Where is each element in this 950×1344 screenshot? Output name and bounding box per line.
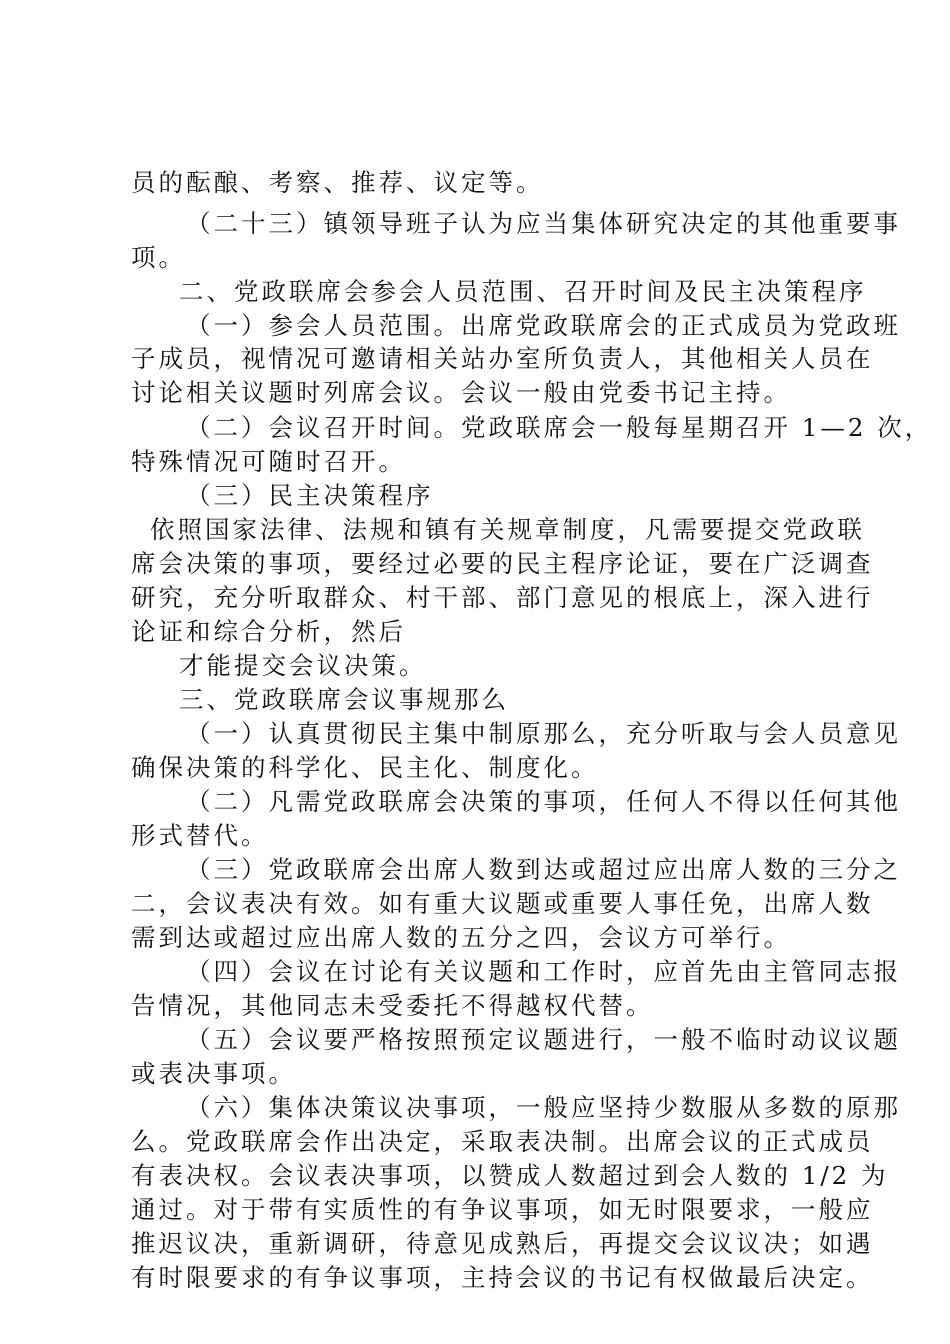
text-line: 特殊情况可随时召开。 — [131, 447, 406, 476]
text-line: 有时限要求的有争议事项，主持会议的书记有权做最后决定。 — [131, 1263, 874, 1292]
text-line: 或表决事项。 — [131, 1059, 296, 1088]
text-line: 论证和综合分析，然后 — [131, 617, 406, 646]
text-line: （一）认真贯彻民主集中制原那么，充分听取与会人员意见 — [186, 719, 901, 748]
text-line: 告情况，其他同志未受委托不得越权代替。 — [131, 991, 654, 1020]
text-line: 有表决权。会议表决事项，以赞成人数超过到会人数的 1/2 为 — [131, 1161, 889, 1190]
text-line: 子成员，视情况可邀请相关站办室所负责人，其他相关人员在 — [131, 344, 874, 373]
text-line: 才能提交会议决策。 — [179, 651, 427, 680]
text-line: （二十三）镇领导班子认为应当集体研究决定的其他重要事 — [186, 209, 901, 238]
text-line: （二）凡需党政联席会决策的事项，任何人不得以任何其他 — [186, 787, 901, 816]
text-line: （一）参会人员范围。出席党政联席会的正式成员为党政班 — [186, 311, 901, 340]
text-line: 讨论相关议题时列席会议。会议一般由党委书记主持。 — [131, 378, 791, 407]
text-line: （六）集体决策议决事项，一般应坚持少数服从多数的原那 — [186, 1093, 901, 1122]
text-line: （四）会议在讨论有关议题和工作时，应首先由主管同志报 — [186, 957, 901, 986]
text-line: （三）民主决策程序 — [186, 481, 434, 510]
text-line: 员的酝酿、考察、推荐、议定等。 — [131, 168, 544, 197]
text-line: （五）会议要严格按照预定议题进行，一般不临时动议议题 — [186, 1025, 901, 1054]
text-line: 依照国家法律、法规和镇有关规章制度，凡需要提交党政联 — [150, 515, 865, 544]
section-heading: 二、党政联席会参会人员范围、召开时间及民主决策程序 — [179, 277, 867, 306]
text-line: 么。党政联席会作出决定，采取表决制。出席会议的正式成员 — [131, 1127, 874, 1156]
text-line: 推迟议决，重新调研，待意见成熟后，再提交会议议决；如遇 — [131, 1229, 874, 1258]
text-line: （二）会议召开时间。党政联席会一般每星期召开 1—2 次， — [186, 413, 933, 442]
text-line: 研究，充分听取群众、村干部、部门意见的根底上，深入进行 — [131, 583, 874, 612]
section-heading: 三、党政联席会议事规那么 — [179, 685, 509, 714]
text-line: （三）党政联席会出席人数到达或超过应出席人数的三分之 — [186, 855, 901, 884]
text-line: 形式替代。 — [131, 821, 269, 850]
text-line: 通过。对于带有实质性的有争议事项，如无时限要求，一般应 — [131, 1195, 874, 1224]
text-line: 二，会议表决有效。如有重大议题或重要人事任免，出席人数 — [131, 889, 874, 918]
text-line: 需到达或超过应出席人数的五分之四，会议方可举行。 — [131, 923, 791, 952]
text-line: 项。 — [131, 243, 186, 272]
text-line: 确保决策的科学化、民主化、制度化。 — [131, 753, 599, 782]
text-line: 席会决策的事项，要经过必要的民主程序论证，要在广泛调查 — [131, 549, 874, 578]
